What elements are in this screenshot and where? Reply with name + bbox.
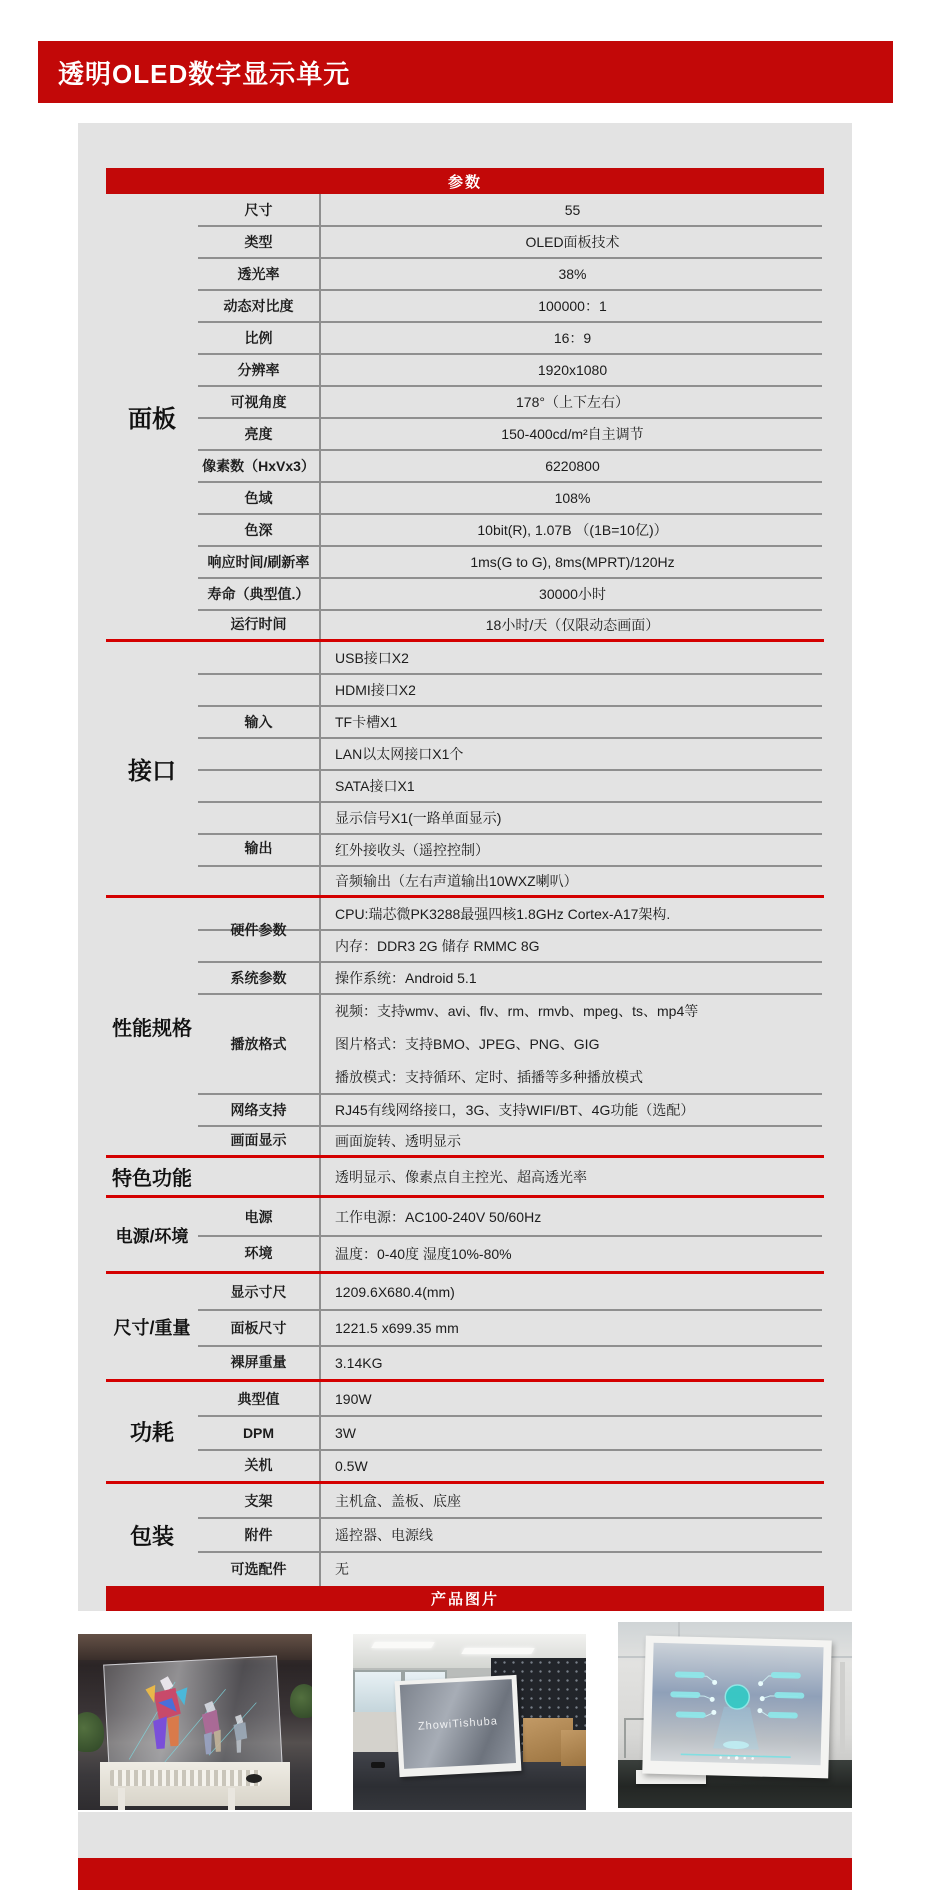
spec-label: DPM [242,1424,275,1441]
spec-label: 运行时间 [230,616,287,633]
spec-label: 亮度 [244,425,273,442]
photo1-plant-left [78,1712,104,1752]
spec-value: USB接口X2 [335,650,409,666]
product-photo-2 [353,1634,586,1810]
photo2-ceiling-light [371,1642,434,1648]
spec-value: 55 [564,202,581,218]
photo3-transparent-screen [642,1636,832,1779]
spec-label: 环境 [244,1245,273,1262]
spec-value: 画面旋转、透明显示 [335,1132,461,1149]
category-label: 包装 [129,1523,174,1549]
spec-value [321,994,824,1094]
spec-value: CPU:瑞芯微PK3288最强四核1.8GHz Cortex-A17架构. [335,906,671,922]
spec-value: 38% [558,266,587,282]
spec-value-line: 播放模式：支持循环、定时、插播等多种播放模式 [335,1069,643,1086]
table-header-parameters [106,168,824,194]
product-photo-3 [618,1622,852,1808]
spec-label: 可选配件 [230,1560,287,1577]
spec-label: 系统参数 [230,969,287,986]
spec-value: 6220800 [545,458,600,474]
photo1-mouse [246,1774,262,1783]
photo2-watermark-text: ZhowiTishuba [417,1715,499,1733]
page-title: 透明OLED数字显示单元 [58,58,351,89]
photo1-plant-right [290,1684,312,1718]
spec-value: RJ45有线网络接口，3G、支持WIFI/BT、4G功能（选配） [335,1102,695,1118]
spec-section-0 [106,194,824,639]
spec-card [78,123,852,1611]
spec-value: HDMI接口X2 [335,682,416,698]
spec-section-4 [106,1198,824,1271]
spec-label: 附件 [244,1526,273,1543]
spec-value: 3W [335,1425,356,1441]
spec-section-1 [106,642,824,895]
spec-value: 主机盒、盖板、底座 [335,1493,461,1509]
spec-value-line: 图片格式：支持BMO、JPEG、PNG、GIG [335,1035,600,1052]
table-header-product-images [106,1586,824,1611]
spec-value: 10bit(R), 1.07B （(1B=10亿)） [477,522,668,538]
table-header-label: 参数 [447,173,482,191]
spec-label: 输出 [244,840,273,857]
spec-label: 寿命（典型值.） [207,585,310,602]
spec-value: OLED面板技术 [525,234,620,250]
photo2-transparent-screen [395,1675,522,1777]
spec-label: 比例 [244,329,273,346]
spec-value: 工作电源：AC100-240V 50/60Hz [335,1209,542,1225]
photo3-screen-glass [651,1643,824,1765]
spec-label: 典型值 [237,1390,280,1407]
spec-value: LAN以太网接口X1个 [335,746,464,762]
spec-value: 3.14KG [335,1354,383,1371]
spec-section-5 [106,1274,824,1379]
spec-label: 尺寸 [244,201,273,218]
category-label: 特色功能 [112,1168,192,1190]
spec-label: 响应时间/刷新率 [207,553,310,570]
spec-section-6 [106,1382,824,1481]
spec-label: 分辨率 [237,361,280,378]
spec-label: 色域 [244,489,273,506]
spec-value: 1920x1080 [537,362,608,378]
category-label: 接口 [128,758,176,785]
spec-value: 红外接收头（遥控控制） [335,842,489,858]
spec-value: 178°（上下左右） [516,394,629,410]
category-label: 面板 [128,406,176,433]
spec-label: 输入 [244,713,273,730]
spec-label: 像素数（HxVx3） [202,457,315,474]
spec-label: 支架 [244,1492,273,1509]
photo1-table-leg [118,1788,125,1810]
spec-value: 150-400cd/m²自主调节 [501,426,644,442]
photo2-cardboard-box [561,1730,586,1766]
spec-label: 画面显示 [230,1132,287,1149]
spec-label: 色深 [244,521,273,538]
photo1-transparent-screen [103,1656,283,1779]
spec-label: 面板尺寸 [230,1319,287,1336]
spec-value: 1ms(G to G), 8ms(MPRT)/120Hz [470,554,675,570]
spec-section-2 [106,898,824,1155]
spec-value: 操作系统：Android 5.1 [335,970,477,986]
spec-value: 18小时/天（仅限动态画面） [485,616,660,633]
spec-value: 显示信号X1(一路单面显示) [335,810,502,826]
photo2-ceiling-light [461,1648,534,1654]
spec-table [106,168,824,1611]
spec-value: 1209.6X680.4(mm) [335,1284,455,1300]
spec-value: 0.5W [335,1457,368,1474]
photo2-remote-control [371,1762,385,1768]
spec-label: 关机 [244,1457,273,1474]
spec-label: 网络支持 [230,1101,287,1118]
spec-label: 硬件参数 [230,921,287,938]
spec-label: 显示寸尺 [230,1283,287,1300]
spec-sections [106,194,824,1586]
spec-value: 190W [335,1391,372,1407]
spec-value: 108% [554,490,591,506]
spec-value: 16：9 [553,330,592,346]
photo1-table-leg [228,1788,235,1810]
photo1-white-table [100,1762,290,1806]
category-label: 功耗 [129,1420,174,1445]
spec-label: 电源 [244,1208,273,1225]
footer-red-strip [78,1858,852,1890]
spec-label: 动态对比度 [223,297,294,314]
spec-label: 播放格式 [230,1035,287,1052]
spec-value: TF卡槽X1 [335,714,398,730]
product-photo-1 [78,1634,312,1810]
spec-label: 裸屏重量 [230,1354,287,1371]
footer-gray-strip [78,1812,852,1858]
spec-label: 透光率 [237,265,280,282]
spec-value: 音频输出（左右声道输出10WXZ喇叭） [335,872,578,889]
images-header-label: 产品图片 [430,1591,499,1608]
spec-value: 100000：1 [538,298,607,314]
spec-value: 内存：DDR3 2G 储存 RMMC 8G [335,938,540,954]
page-title-bar [38,41,893,103]
spec-value: 遥控器、电源线 [335,1527,433,1543]
spec-value: SATA接口X1 [335,778,415,794]
photo3-ui-graphics [651,1643,824,1765]
spec-value: 1221.5 x699.35 mm [335,1320,459,1336]
spec-value: 温度：0-40度 湿度10%-80% [335,1245,512,1262]
spec-section-3 [106,1158,824,1195]
photo2-screen-glass [400,1679,516,1769]
spec-label: 可视角度 [230,393,287,410]
category-label: 电源/环境 [115,1227,189,1246]
spec-value: 透明显示、像素点自主控光、超高透光率 [335,1168,587,1185]
category-label: 尺寸/重量 [113,1317,191,1338]
spec-value: 无 [335,1561,349,1577]
spec-value-line: 视频：支持wmv、avi、flv、rm、rmvb、mpeg、ts、mp4等 [335,1002,699,1019]
spec-label: 类型 [244,233,273,250]
spec-section-7 [106,1484,824,1586]
spec-value: 30000小时 [539,586,606,602]
photo1-robot-graphics [104,1657,282,1778]
photo3-radiator-pipe [840,1662,845,1752]
photo1-speaker-grille [110,1770,260,1786]
category-label: 性能规格 [112,1018,192,1040]
